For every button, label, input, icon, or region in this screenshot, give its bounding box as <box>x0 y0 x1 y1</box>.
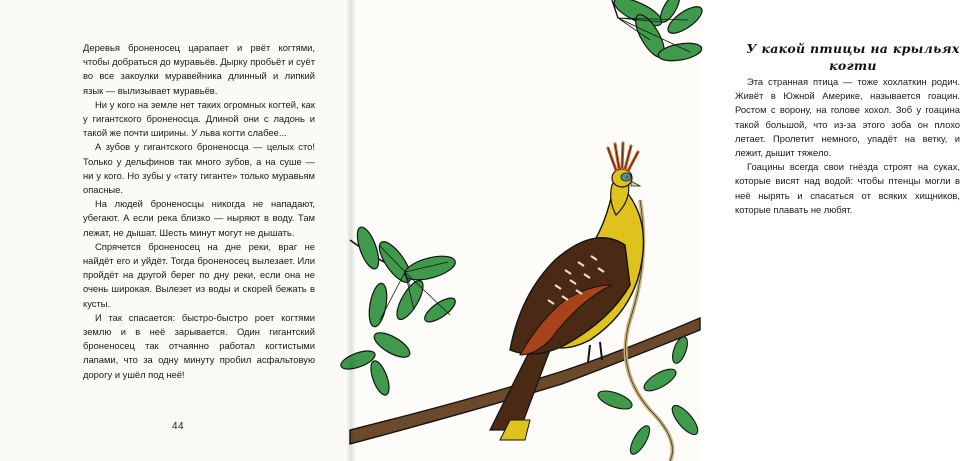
book-gutter <box>346 0 356 461</box>
paragraph: А зубов у гигантского броненосца — целых сто! Только у дельфинов так много зубов, а на суше — ни у кого. Но зубы у «тату гиганте» только муравьям опасные. <box>83 141 315 196</box>
leaf-cluster-left-icon <box>350 225 459 328</box>
paragraph: Эта странная птица — тоже хохлаткин родич. Живёт в Южной Америке, называется гоацин. Ростом с ворону, на голове хохол. Зоб у гоацина такой большой, что из-за этого зоба он плохо летает. Пролетит немного, упадёт на ветку, и лежит, дышит тяжело. <box>735 76 960 159</box>
page-number: 44 <box>172 421 185 432</box>
title-line: У какой птицы на крыльях <box>746 41 960 56</box>
paragraph: Спрячется броненосец на дне реки, враг не найдёт его и уйдёт. Тогда броненосец вылезает. Или пройдёт на другой берег по дну реки, если она не очень широкая. Вылезет из воды и скорей бежать в кусты. <box>83 240 315 309</box>
right-page <box>350 0 960 461</box>
paragraph: Гоацины всегда свои гнёзда строят на суках, которые висят над водой: чтобы птенцы могли в неё нырять и спасаться от всяких хищников, которые плавать не любят. <box>735 161 960 215</box>
paragraph: Ни у кого на земле нет таких огромных когтей, как у гигантского броненосца. Длиной они с ладонь и такой же почти ширины. У льва когти слабее... <box>83 98 315 139</box>
paragraph: На людей броненосцы никогда не нападают, убегают. А если река близко — ныряют в воду. Там лежат, не дышат. Шесть минут могут не дышать. <box>83 198 315 238</box>
paragraph: И так спасается: быстро-быстро роет когтями землю и в неё зарывается. Один гигантский броненосец так отчаянно работал когтистыми лапами, что за одну минуту пробил асфальтовую дорогу и ушёл под неё! <box>83 311 315 380</box>
illustration <box>350 0 700 461</box>
leaf-cluster-top-icon <box>611 0 706 64</box>
left-text-block <box>83 41 315 382</box>
title-line: когти <box>829 58 877 73</box>
right-text-block <box>735 75 960 217</box>
left-page <box>0 0 350 461</box>
page-title <box>728 40 978 74</box>
paragraph: Деревья броненосец царапает и рвёт когтями, чтобы добраться до муравьёв. Дырку пробьёт и суёт во все закоулки муравейника длинный и липкий язык — вылизывает муравьёв. <box>83 42 315 96</box>
